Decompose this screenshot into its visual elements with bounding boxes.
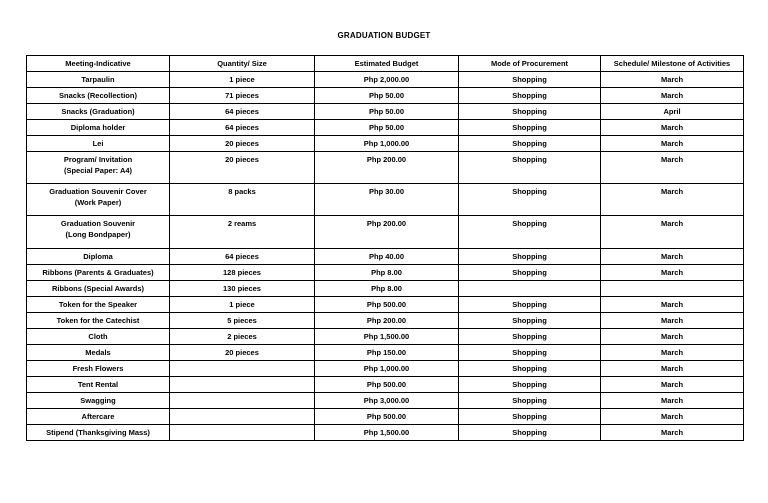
cell-schedule: March xyxy=(601,361,744,377)
cell-item xyxy=(27,313,170,329)
cell-budget: Php 500.00 xyxy=(315,409,459,425)
cell-budget: Php 50.00 xyxy=(315,88,459,104)
cell-quantity: 128 pieces xyxy=(170,265,315,281)
cell-mode: Shopping xyxy=(459,361,601,377)
table-row xyxy=(27,88,744,104)
cell-mode: Shopping xyxy=(459,265,601,281)
cell-item xyxy=(27,104,170,120)
cell-mode: Shopping xyxy=(459,104,601,120)
cell-quantity: 1 piece xyxy=(170,72,315,88)
cell-item-line: Fresh Flowers xyxy=(72,364,124,373)
cell-item-line: (Special Paper: A4) xyxy=(63,166,133,175)
header-quantity-size: Quantity/ Size xyxy=(170,56,315,72)
cell-item-line: Swagging xyxy=(80,396,116,405)
cell-item-line: Cloth xyxy=(88,332,108,341)
table-row xyxy=(27,313,744,329)
cell-quantity: 2 reams xyxy=(170,216,315,249)
cell-item xyxy=(27,281,170,297)
cell-budget: Php 1,000.00 xyxy=(315,136,459,152)
cell-budget: Php 8.00 xyxy=(315,265,459,281)
cell-schedule xyxy=(601,281,744,297)
cell-item xyxy=(27,120,170,136)
cell-schedule: March xyxy=(601,249,744,265)
table-row xyxy=(27,265,744,281)
cell-quantity: 20 pieces xyxy=(170,345,315,361)
cell-item xyxy=(27,345,170,361)
cell-mode: Shopping xyxy=(459,377,601,393)
cell-item xyxy=(27,393,170,409)
cell-item xyxy=(27,361,170,377)
cell-item xyxy=(27,265,170,281)
cell-item xyxy=(27,216,170,249)
cell-item xyxy=(27,72,170,88)
cell-budget: Php 200.00 xyxy=(315,152,459,184)
cell-item-line: Snacks (Recollection) xyxy=(59,91,137,100)
cell-budget: Php 50.00 xyxy=(315,104,459,120)
table-row xyxy=(27,184,744,216)
cell-schedule: March xyxy=(601,136,744,152)
cell-schedule: March xyxy=(601,265,744,281)
cell-item xyxy=(27,377,170,393)
table-row xyxy=(27,120,744,136)
cell-schedule: March xyxy=(601,377,744,393)
cell-mode: Shopping xyxy=(459,72,601,88)
cell-item-line: Medals xyxy=(85,348,111,357)
cell-budget: Php 1,500.00 xyxy=(315,329,459,345)
cell-schedule: March xyxy=(601,393,744,409)
cell-quantity xyxy=(170,393,315,409)
cell-budget: Php 500.00 xyxy=(315,377,459,393)
cell-budget: Php 500.00 xyxy=(315,297,459,313)
cell-item-line: Lei xyxy=(92,139,104,148)
cell-item-line: Diploma xyxy=(83,252,113,261)
cell-budget: Php 200.00 xyxy=(315,313,459,329)
cell-budget: Php 3,000.00 xyxy=(315,393,459,409)
cell-item xyxy=(27,297,170,313)
cell-budget: Php 30.00 xyxy=(315,184,459,216)
cell-mode: Shopping xyxy=(459,409,601,425)
header-meeting-indicative: Meeting-Indicative xyxy=(27,56,170,72)
cell-item xyxy=(27,136,170,152)
budget-table xyxy=(26,55,744,441)
cell-item-line: Ribbons (Parents & Graduates) xyxy=(42,268,154,277)
cell-quantity: 64 pieces xyxy=(170,249,315,265)
cell-quantity xyxy=(170,409,315,425)
cell-mode: Shopping xyxy=(459,120,601,136)
cell-budget: Php 2,000.00 xyxy=(315,72,459,88)
cell-mode: Shopping xyxy=(459,136,601,152)
cell-mode: Shopping xyxy=(459,297,601,313)
cell-item-line: Tent Rental xyxy=(77,380,119,389)
cell-item-line: Aftercare xyxy=(81,412,115,421)
cell-quantity: 20 pieces xyxy=(170,152,315,184)
cell-item xyxy=(27,409,170,425)
cell-schedule: March xyxy=(601,425,744,441)
cell-item-line: (Long Bondpaper) xyxy=(65,230,131,239)
cell-budget: Php 8.00 xyxy=(315,281,459,297)
cell-item-line: Diploma holder xyxy=(70,123,126,132)
cell-schedule: March xyxy=(601,313,744,329)
table-row xyxy=(27,281,744,297)
cell-quantity: 130 pieces xyxy=(170,281,315,297)
cell-budget: Php 1,500.00 xyxy=(315,425,459,441)
cell-mode: Shopping xyxy=(459,216,601,249)
table-row xyxy=(27,377,744,393)
cell-item-line: Program/ Invitation xyxy=(63,155,133,164)
cell-quantity: 20 pieces xyxy=(170,136,315,152)
cell-quantity: 8 packs xyxy=(170,184,315,216)
cell-item-line: Ribbons (Special Awards) xyxy=(51,284,145,293)
cell-quantity: 5 pieces xyxy=(170,313,315,329)
cell-item xyxy=(27,152,170,184)
cell-schedule: March xyxy=(601,184,744,216)
cell-mode: Shopping xyxy=(459,249,601,265)
cell-mode: Shopping xyxy=(459,184,601,216)
cell-budget: Php 200.00 xyxy=(315,216,459,249)
table-row xyxy=(27,104,744,120)
table-row xyxy=(27,249,744,265)
cell-item-line: Tarpaulin xyxy=(81,75,115,84)
cell-schedule: March xyxy=(601,297,744,313)
cell-quantity xyxy=(170,361,315,377)
cell-mode xyxy=(459,281,601,297)
header-estimated-budget: Estimated Budget xyxy=(315,56,459,72)
header-schedule: Schedule/ Milestone of Activities xyxy=(601,56,744,72)
cell-schedule: April xyxy=(601,104,744,120)
cell-quantity xyxy=(170,425,315,441)
cell-mode: Shopping xyxy=(459,329,601,345)
cell-schedule: March xyxy=(601,72,744,88)
table-row xyxy=(27,409,744,425)
page-title: GRADUATION BUDGET xyxy=(337,31,431,40)
table-row xyxy=(27,425,744,441)
cell-quantity: 1 piece xyxy=(170,297,315,313)
cell-item-line: Snacks (Graduation) xyxy=(61,107,135,116)
cell-budget: Php 1,000.00 xyxy=(315,361,459,377)
cell-item-line: Stipend (Thanksgiving Mass) xyxy=(46,428,150,437)
cell-schedule: March xyxy=(601,345,744,361)
cell-budget: Php 40.00 xyxy=(315,249,459,265)
table-row xyxy=(27,393,744,409)
cell-item xyxy=(27,329,170,345)
cell-schedule: March xyxy=(601,120,744,136)
table-header-row xyxy=(27,56,744,72)
cell-quantity: 64 pieces xyxy=(170,120,315,136)
cell-mode: Shopping xyxy=(459,425,601,441)
table-row xyxy=(27,136,744,152)
cell-mode: Shopping xyxy=(459,393,601,409)
cell-item-line: Token for the Catechist xyxy=(56,316,140,325)
header-mode-of-procurement: Mode of Procurement xyxy=(459,56,601,72)
table-row xyxy=(27,297,744,313)
cell-item-line: Graduation Souvenir xyxy=(60,219,136,228)
cell-item xyxy=(27,249,170,265)
table-row xyxy=(27,216,744,249)
cell-item xyxy=(27,88,170,104)
cell-budget: Php 50.00 xyxy=(315,120,459,136)
cell-mode: Shopping xyxy=(459,313,601,329)
cell-item xyxy=(27,425,170,441)
cell-schedule: March xyxy=(601,216,744,249)
cell-quantity: 64 pieces xyxy=(170,104,315,120)
cell-item-line: Graduation Souvenir Cover xyxy=(49,187,147,196)
table-row xyxy=(27,329,744,345)
cell-item xyxy=(27,184,170,216)
cell-budget: Php 150.00 xyxy=(315,345,459,361)
cell-quantity: 71 pieces xyxy=(170,88,315,104)
cell-schedule: March xyxy=(601,88,744,104)
cell-schedule: March xyxy=(601,329,744,345)
cell-schedule: March xyxy=(601,409,744,425)
table-row xyxy=(27,152,744,184)
table-body xyxy=(27,72,744,441)
cell-item-line: Token for the Speaker xyxy=(58,300,138,309)
table-row xyxy=(27,345,744,361)
cell-item-line: (Work Paper) xyxy=(74,198,122,207)
cell-mode: Shopping xyxy=(459,345,601,361)
table-row xyxy=(27,361,744,377)
cell-quantity xyxy=(170,377,315,393)
cell-mode: Shopping xyxy=(459,152,601,184)
cell-schedule: March xyxy=(601,152,744,184)
cell-mode: Shopping xyxy=(459,88,601,104)
table-row xyxy=(27,72,744,88)
cell-quantity: 2 pieces xyxy=(170,329,315,345)
